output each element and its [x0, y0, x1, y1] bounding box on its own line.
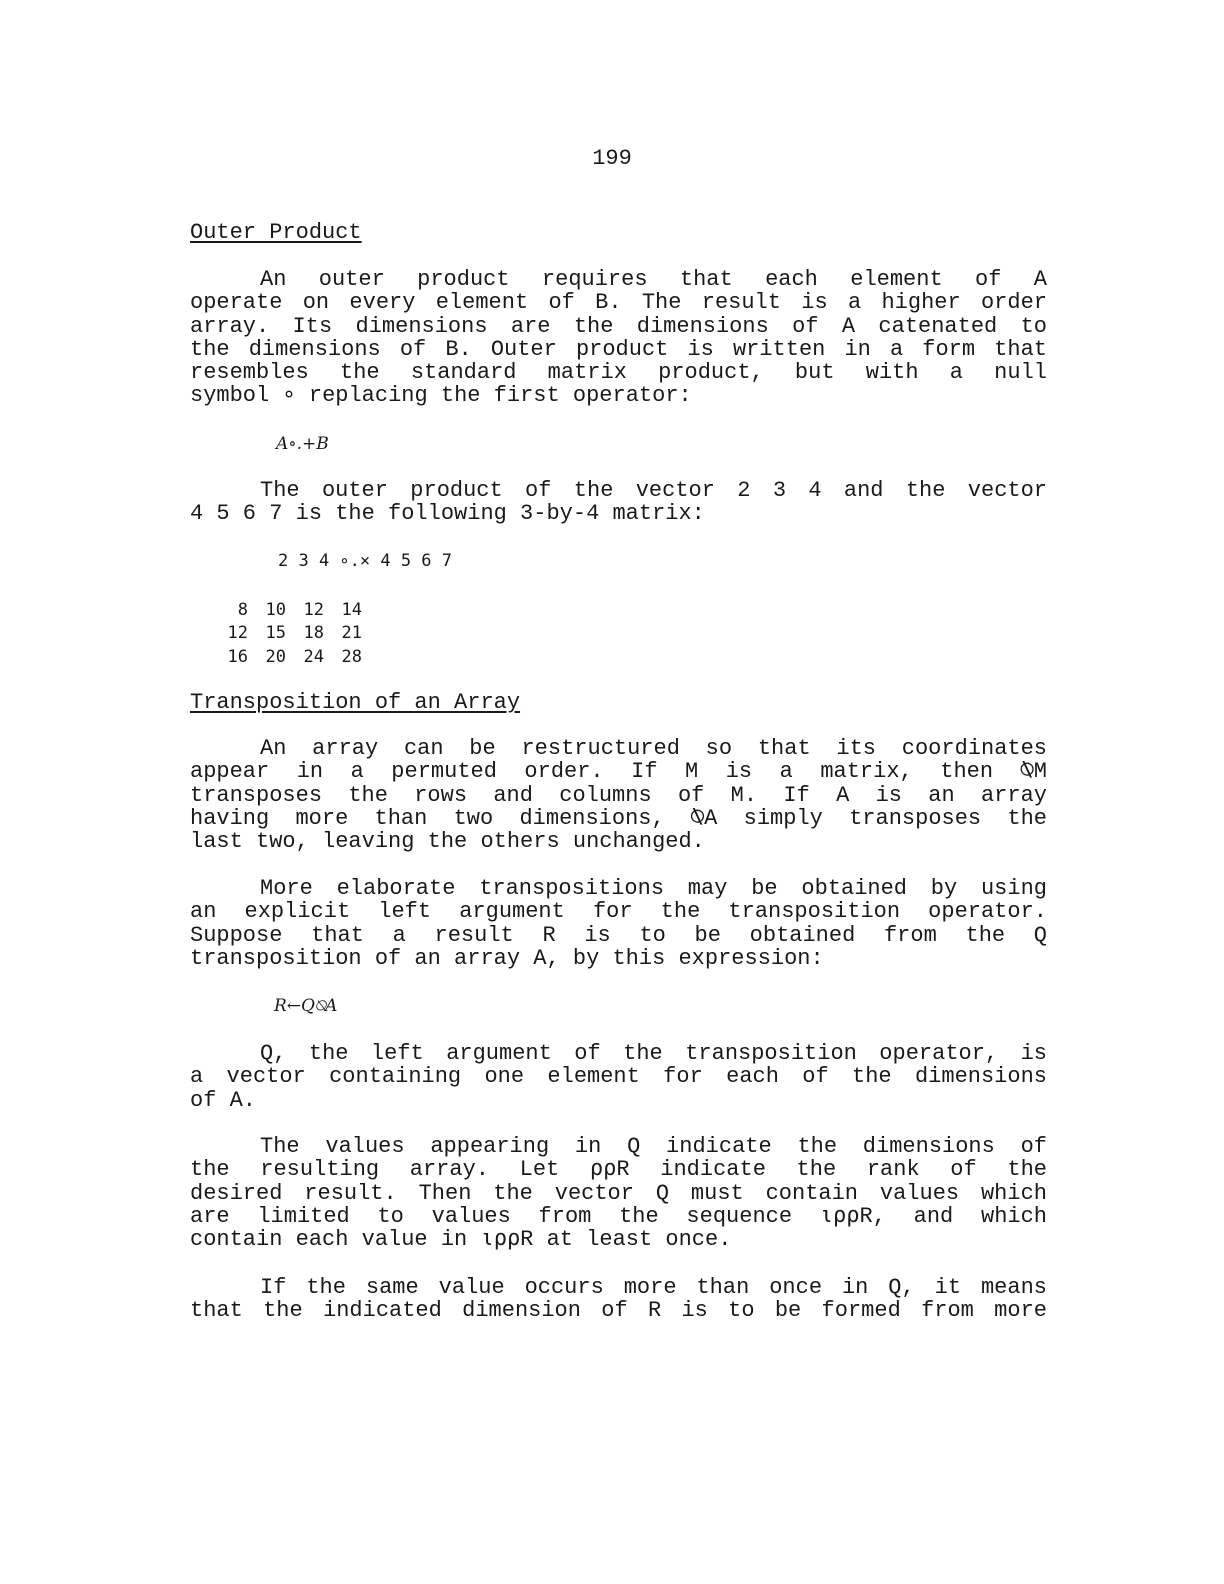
text-line: More elaborate transpositions may be obtained by using	[260, 877, 1047, 901]
matrix-cell: 24	[303, 646, 324, 667]
text-line: If the same value occurs more than once in Q, it means	[260, 1276, 1047, 1300]
text-line: the resulting array. Let ⍴⍴R indicate the rank of the	[190, 1158, 1047, 1182]
matrix-row	[212, 598, 364, 622]
matrix-cell: 8	[237, 599, 248, 620]
matrix-cell: 18	[303, 623, 324, 644]
text-line: 4 5 6 7 is the following 3-by-4 matrix:	[190, 502, 705, 526]
transposition-paragraph-3	[190, 1042, 1047, 1112]
text-line: An outer product requires that each element of A	[260, 268, 1047, 292]
text-line: Suppose that a result R is to be obtained from the Q	[190, 923, 1047, 947]
apl-expression-transpose: R←Q⍉A	[274, 996, 338, 1016]
transposition-paragraph-1	[190, 737, 1047, 853]
text-line: desired result. Then the vector Q must contain values which	[190, 1181, 1047, 1205]
text-line: The outer product of the vector 2 3 4 and the vector	[260, 479, 1047, 503]
text-line: last two, leaving the others unchanged.	[190, 830, 705, 854]
text-line: The values appearing in Q indicate the dimensions of	[260, 1135, 1047, 1159]
matrix-cell: 20	[265, 646, 286, 667]
text-line: the dimensions of B. Outer product is written in a form that	[190, 337, 1047, 362]
matrix-cell: 21	[341, 623, 362, 644]
text-line: operate on every element of B. The result is a higher order	[190, 291, 1047, 315]
text-line: that the indicated dimension of R is to be formed from more	[190, 1299, 1047, 1323]
text-line: a vector containing one element for each of the dimensions	[190, 1065, 1047, 1089]
matrix-cell: 10	[265, 599, 286, 620]
text-line: having more than two dimensions, ⍉A simply transposes the	[190, 806, 1047, 831]
text-line: transposes the rows and columns of M. If A is an array	[190, 783, 1047, 807]
matrix-row	[212, 645, 364, 669]
text-line: An array can be restructured so that its coordinates	[260, 737, 1047, 761]
text-line: transposition of an array A, by this expression:	[190, 946, 824, 971]
section-heading-transposition: Transposition of an Array	[190, 690, 521, 715]
matrix-cell: 14	[341, 599, 362, 620]
matrix-cell: 15	[265, 623, 286, 644]
matrix-row	[212, 622, 364, 646]
transposition-paragraph-4	[190, 1135, 1047, 1251]
result-matrix	[212, 598, 364, 669]
text-line: array. Its dimensions are the dimensions of A catenated to	[190, 314, 1047, 338]
matrix-cell: 12	[227, 623, 248, 644]
transposition-paragraph-2	[190, 877, 1047, 970]
transposition-paragraph-5	[190, 1276, 1047, 1323]
page-number: 199	[592, 146, 632, 171]
text-line: appear in a permuted order. If M is a matrix, then ⍉M	[190, 760, 1047, 784]
text-line: are limited to values from the sequence ⍳⍴⍴R, and which	[190, 1204, 1047, 1229]
outer-product-paragraph-1	[190, 268, 1047, 408]
matrix-cell: 12	[303, 599, 324, 620]
outer-product-paragraph-2	[190, 479, 1047, 526]
apl-expression-outer-plus: A∘.+B	[276, 434, 329, 454]
matrix-cell: 16	[227, 646, 248, 667]
text-line: contain each value in ⍳⍴⍴R at least once.	[190, 1228, 732, 1252]
text-line: symbol ∘ replacing the first operator:	[190, 384, 692, 408]
text-line: an explicit left argument for the transposition operator.	[190, 900, 1047, 924]
text-line: of A.	[190, 1088, 257, 1112]
text-line: resembles the standard matrix product, but with a null	[190, 361, 1047, 385]
apl-expression-outer-times: 2 3 4 ∘.× 4 5 6 7	[278, 551, 452, 571]
section-heading-outer-product: Outer Product	[190, 220, 362, 245]
text-line: Q, the left argument of the transposition operator, is	[260, 1042, 1047, 1066]
matrix-cell: 28	[341, 646, 362, 667]
